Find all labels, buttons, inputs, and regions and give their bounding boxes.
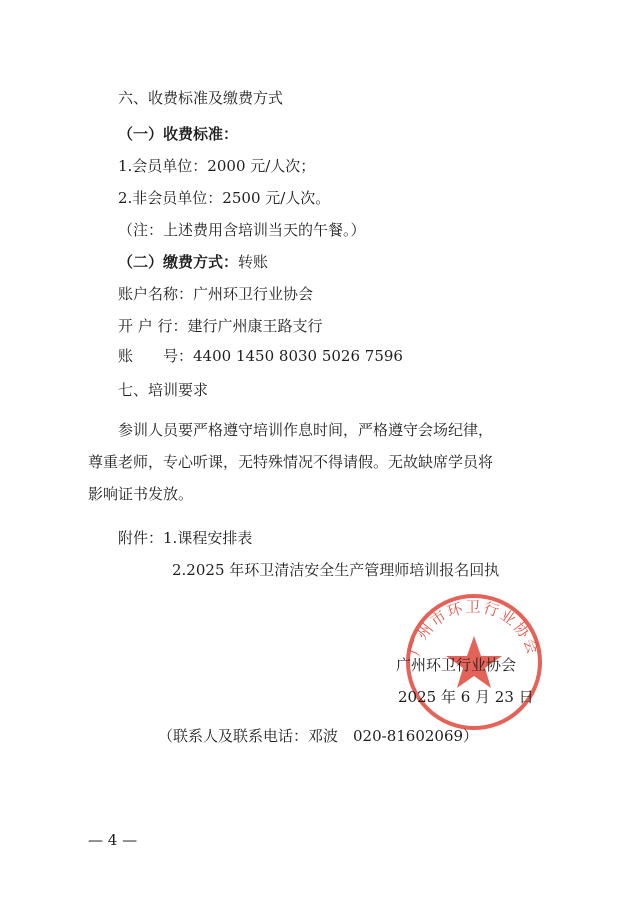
training-paragraph-line-1: 参训人员要严格遵守培训作息时间，严格遵守会场纪律，: [118, 421, 494, 439]
attachment-item-2: 2.2025 年环卫清洁安全生产管理师培训报名回执: [172, 561, 500, 579]
fee-note: （注：上述费用含培训当天的午餐。）: [118, 221, 366, 239]
fee-nonmember: 2.非会员单位：2500 元/人次。: [118, 189, 331, 207]
account-no-line: [118, 346, 403, 366]
account-name-line: [118, 284, 313, 304]
bank-line: [118, 316, 323, 336]
svg-text:广州市环卫行业协会: 广州市环卫行业协会: [405, 598, 543, 659]
contact-info: （联系人及联系电话：邓波 020-81602069）: [158, 727, 479, 745]
account-name: 广州环卫行业协会: [193, 285, 314, 303]
account-no-label: 账 号：: [118, 347, 194, 365]
bank-label: 开 户 行：: [118, 317, 188, 335]
payment-method: 转账: [238, 253, 269, 271]
signature-date: 2025 年 6 月 23 日: [398, 688, 534, 706]
payment-line: [118, 252, 268, 272]
fee-member: 1.会员单位：2000 元/人次；: [118, 157, 316, 175]
section-seven-heading: 七、培训要求: [118, 381, 209, 399]
payment-heading: （二）缴费方式：: [118, 253, 239, 271]
bank-name: 建行广州康王路支行: [187, 317, 323, 335]
signer-name: 广州环卫行业协会: [396, 656, 517, 674]
training-paragraph-line-3: 影响证书发放。: [88, 485, 194, 503]
account-name-label: 账户名称：: [118, 285, 194, 303]
page-number: — 4 —: [88, 831, 138, 849]
training-paragraph-line-2: 尊重老师，专心听课，无特殊情况不得请假。无故缺席学员将: [88, 453, 494, 471]
attachment-line-1: [118, 528, 252, 548]
attachment-item-1: 1.课程安排表: [163, 529, 253, 547]
account-no: 4400 1450 8030 5026 7596: [193, 347, 403, 365]
fee-standard-heading: （一）收费标准：: [118, 125, 239, 143]
section-six-heading: 六、收费标准及缴费方式: [118, 89, 284, 107]
attachment-label: 附件：: [118, 529, 164, 547]
